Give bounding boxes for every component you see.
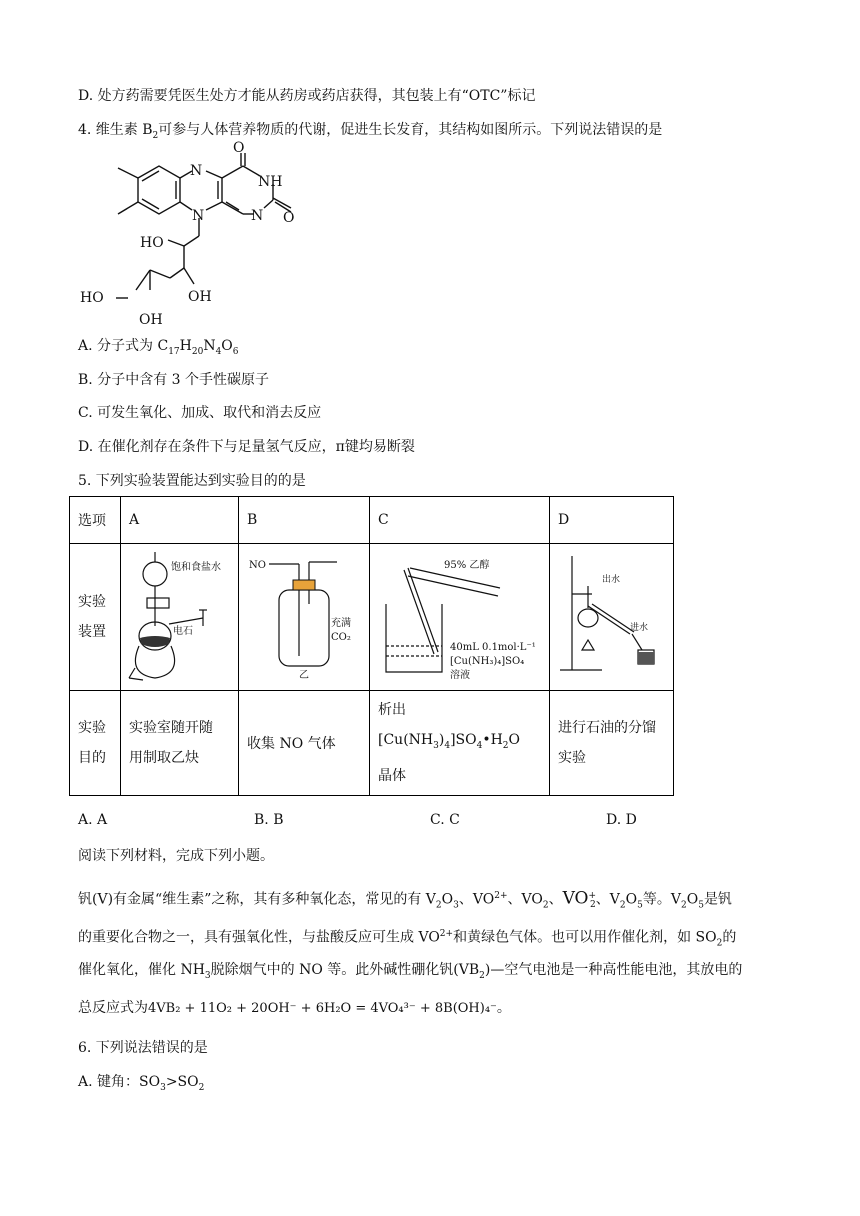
battery-equation: 4VB₂ + 11O₂ + 20OH⁻ + 6H₂O = 4VO₄³⁻ + 8B(OH)₄⁻ <box>148 1001 497 1016</box>
b-label-no: NO <box>249 560 266 571</box>
c-label-vol: 40mL 0.1mol·L⁻¹ <box>450 642 536 653</box>
a-label-carbide: 电石 <box>173 626 193 637</box>
header-d: D <box>550 497 674 544</box>
apparatus-b <box>239 544 370 691</box>
reading-line-2: 的重要化合物之一，具有强氧化性，与盐酸反应可生成 $VO^{2+}$和黄绿色气体。也可以用作催化剂，如 $SO_2$的 <box>78 929 737 949</box>
apparatus-a <box>121 544 239 691</box>
header-a: A <box>121 497 239 544</box>
label-n-mid: N <box>192 208 205 224</box>
reading-intro: 阅读下列材料，完成下列小题。 <box>78 848 274 864</box>
reading-line-1: 钒(V)有金属“维生素”之称，其有多种氧化态，常见的有 $V_2O_3$、$VO^{2+}$、$VO_2$、$VO^+_2$、$V_2O_5$等。$V_2O_5$是钒 <box>78 888 732 911</box>
row-apparatus-label: 实验 装置 <box>70 544 121 691</box>
purpose-c: 析出$[Cu(NH_3)_4]SO_4•H_2O$ 晶体 <box>370 691 550 796</box>
q5-table <box>69 496 674 796</box>
answer-a: A. A <box>78 812 108 828</box>
b-label-bottle: 乙 <box>299 670 309 681</box>
header-b: B <box>239 497 370 544</box>
apparatus-c <box>370 544 550 691</box>
label-o-right: O <box>283 210 295 226</box>
q4-option-b: B. 分子中含有 3 个手性碳原子 <box>78 372 269 388</box>
purpose-b: 收集 NO 气体 <box>239 691 370 796</box>
reading-line-4: 总反应式为4VB₂ + 11O₂ + 20OH⁻ + 6H₂O = 4VO₄³⁻ + 8B(OH)₄⁻。 <box>78 1000 511 1016</box>
prev-option-d: D. 处方药需要凭医生处方才能从药房或药店获得，其包装上有“OTC”标记 <box>78 88 536 104</box>
c-label-solution: 溶液 <box>450 670 470 681</box>
q4-option-a: A. 分子式为 $C_{17}H_{20}N_4O_6$ <box>78 338 239 357</box>
header-option: 选项 <box>70 497 121 544</box>
reading-line-3: 催化氧化，催化 $NH_3$脱除烟气中的 NO 等。此外碱性硼化钒$(VB_2)—$空气电池是一种高性能电池，其放电的 <box>78 962 743 981</box>
a-label-saltwater: 饱和食盐水 <box>171 562 221 573</box>
q4-option-c: C. 可发生氧化、加成、取代和消去反应 <box>78 405 322 421</box>
riboflavin-structure <box>78 140 298 335</box>
purpose-a: 实验室随开随 用制取乙炔 <box>121 691 239 796</box>
label-oh-bottom: OH <box>139 312 163 328</box>
q6-stem: 6. 下列说法错误的是 <box>78 1040 208 1056</box>
q4-option-d: D. 在催化剂存在条件下与足量氢气反应，π键均易断裂 <box>78 439 415 455</box>
q6-option-a: A. 键角：$SO_3>SO_2$ <box>78 1074 205 1093</box>
answer-b: B. B <box>254 812 284 828</box>
label-oh-right: OH <box>188 289 212 305</box>
c-label-ethanol: 95% 乙醇 <box>444 560 490 571</box>
b-label-full: 充满 <box>331 618 351 629</box>
apparatus-d <box>550 544 674 691</box>
q5-stem: 5. 下列实验装置能达到实验目的的是 <box>78 473 306 489</box>
label-nh: NH <box>258 174 283 190</box>
d-label-water-in: 进水 <box>630 623 649 633</box>
q4-stem: 4. 维生素 $B_2$可参与人体营养物质的代谢，促进生长发育，其结构如图所示。下列说法错误的是 <box>78 122 663 141</box>
label-ho-left: HO <box>80 290 104 306</box>
row-purpose-label: 实验 目的 <box>70 691 121 796</box>
header-c: C <box>370 497 550 544</box>
label-ho1: HO <box>140 235 164 251</box>
c-label-complex: [Cu(NH₃)₄]SO₄ <box>450 656 525 667</box>
label-n-bottom: N <box>251 208 264 224</box>
answer-d: D. D <box>606 812 637 828</box>
label-n-top: N <box>190 163 203 179</box>
label-o-top: O <box>233 140 245 156</box>
purpose-d: 进行石油的分馏 实验 <box>550 691 674 796</box>
d-label-water-out: 出水 <box>602 575 621 585</box>
b-label-co2: CO₂ <box>331 632 351 643</box>
answer-c: C. C <box>430 812 460 828</box>
